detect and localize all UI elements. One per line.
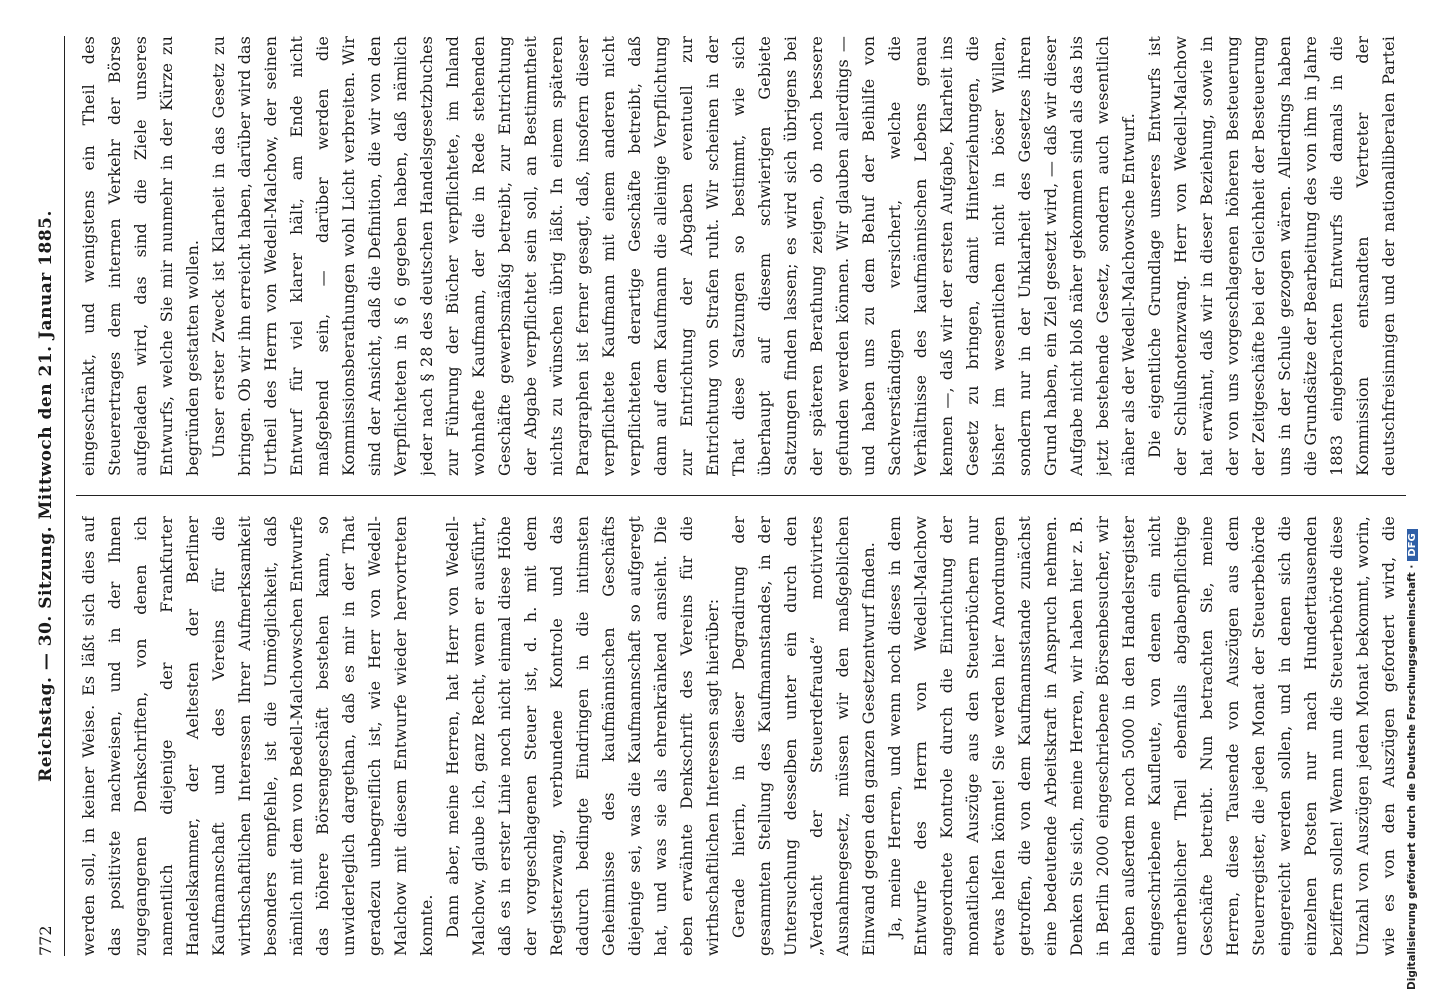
page-title: Reichstag. — 30. Sitzung. Mittwoch den 21. Januar 1885.	[36, 210, 56, 782]
paragraph: Die eigentliche Grundlage unseres Entwurfs ist der Schlußnotenzwang. Herr von Wedell-Malchow hat erwähnt, daß wir in dieser Beziehung, sowie in der von uns vorgeschlagenen höheren Besteuerung der Zeitgeschäfte bei der Gleichheit der Besteuerung uns in der Schule gezogen wären. Allerdings haben die Grundsätze der Bearbeitung des von ihm in Jahre 1883 eingebrachten Entwurfs die damals in die Kommission entsandten Vertreter der deutschfreisinnigen und der nationalliberalen Partei	[1145, 36, 1398, 476]
credit-label	[1406, 529, 1418, 990]
paragraph: Gerade hierin, in dieser Degradirung der gesammten Stellung des Kaufmannstandes, in der Untersuchung desselben unter ein durch den „Verdacht der Steuerdefraude“ motivirtes Ausnahmegesetz, müssen wir den maßgeblichen Einwand gegen den ganzen Gesetzentwurf finden.	[729, 516, 878, 956]
paragraph: eingeschränkt, und wenigstens ein Theil des Steuerertrages dem internen Verkehr der Börse aufgeladen wird, das sind die Ziele unseres Entwurfs, welche Sie mir nunmehr in der Kürze zu begründen gestatten wollen.	[79, 36, 202, 476]
column-divider	[76, 495, 1406, 496]
paragraph: werden soll, in keiner Weise. Es läßt sich dies auf das positivste nachweisen, und in der Ihnen zugegangenen Denkschriften, von denen ich namentlich diejenige der Frankfurter Handelskammer, der Aeltesten der Berliner Kaufmannschaft und des Vereins für die wirthschaftlichen Interessen Ihrer Aufmerksamkeit besonders empfehle, ist die Unmöglichkeit, daß nämlich mit dem von Bedell-Malchowschen Entwurfe das höhere Börsengeschäft bestehen kann, so unwiderleglich dargethan, daß es mir in der That geradezu unbegreiflich ist, wie Herr von Wedell-Malchow mit diesem Entwurfe wieder hervortreten konnte.	[79, 516, 436, 956]
paragraph: Dann aber, meine Herren, hat Herr von Wedell-Malchow, glaube ich, ganz Recht, wenn er ausführt, daß es in erster Linie noch nicht einmal diese Höhe der vorgeschlagenen Steuer ist, d. h. mit dem Registerzwang, verbundene Kontrole und das dadurch bedingte Eindringen in die intimsten Geheimnisse des kaufmännischen Geschäfts diejenige sei, was die Kaufmannschaft so aufgeregt hat, und was sie als ehrenkränkend ansieht. Die eben erwähnte Denkschrift des Vereins für die wirthschaftlichen Interessen sagt hierüber:	[443, 516, 722, 956]
rotated-page	[14, 16, 1424, 976]
credit-text: Digitalisierung gefördert durch die Deutsche Forschungsgemeinschaft ·	[1406, 564, 1418, 990]
digitization-credit	[1398, 0, 1432, 1000]
header-divider	[64, 36, 65, 956]
dfg-logo: DFG	[1407, 529, 1418, 560]
paragraph: Unser erster Zweck ist Klarheit in das Gesetz zu bringen. Ob wir ihn erreicht haben, darüber wird das Urtheil des Herrn von Wedell-Malchow, der seinen Entwurf für viel klarer hält, am Ende nicht maßgebend sein, — darüber werden die Kommissionsberathungen wohl Licht verbreiten. Wir sind der Ansicht, daß die Definition, die wir von den Verpflichteten in § 6 gegeben haben, daß nämlich jeder nach § 28 des deutschen Handelsgesetzbuches zur Führung der Bücher verpflichtete, im Inland wohnhafte Kaufmann, der die in Rede stehenden Geschäfte gewerbsmäßig betreibt, zur Entrichtung der Abgabe verpflichtet sein soll, an Bestimmtheit nichts zu wünschen übrig läßt. In einem späteren Paragraphen ist ferner gesagt, daß, insofern dieser verpflichtete Kaufmann mit einem anderen nicht verpflichteten derartige Geschäfte betreibt, daß dann auf dem Kaufmann die alleinige Verpflichtung zur Entrichtung der Abgaben eventuell zur Entrichtung von Strafen ruht. Wir scheinen in der That diese Satzungen so bestimmt, wie sich überhaupt auf diesem schwierigen Gebiete Satzungen finden lassen; es wird sich übrigens bei der späteren Berathung zeigen, ob noch bessere gefunden werden können. Wir glauben allerdings — und haben uns zu dem Behuf der Beihilfe von Sachverständigen versichert, welche die Verhältnisse des kaufmännischen Lebens genau kennen —, daß wir der ersten Aufgabe, Klarheit ins Gesetz zu bringen, damit Hinterziehungen, die bisher im wesentlichen nicht in böser Willen, sondern nur in der Unklarheit des Gesetzes ihren Grund haben, ein Ziel gesetzt wird, — daß wir dieser Aufgabe nicht bloß näher gekommen sind als das bis jetzt bestehende Gesetz, sondern auch wesentlich näher als der Wedell-Malchowsche Entwurf.	[209, 36, 1138, 476]
paragraph: Ja, meine Herren, und wenn noch dieses in dem Entwurfe des Herrn von Wedell-Malchow angeordnete Kontrole durch die Einrichtung der monatlichen Auszüge aus den Steuerbüchern nur etwas helfen könnte! Sie werden hier Anordnungen getroffen, die von dem Kaufmannsstande zunächst eine bedeutende Arbeitskraft in Anspruch nehmen. Denken Sie sich, meine Herren, wir haben hier z. B. in Berlin 2000 eingeschriebene Börsenbesucher, wir haben außerdem noch 5000 in den Handelsregister eingeschriebene Kaufleute, von denen ein nicht unerheblicher Theil ebenfalls abgabenpflichtige Geschäfte betreibt. Nun betrachten Sie, meine Herren, diese Tausende von Auszügen aus dem Steuerregister, die jeden Monat der Steuerbehörde eingereicht werden sollen, und in denen sich die einzelnen Posten nur nach Hunderttausenden beziffern sollen! Wenn nun die Steuerbehörde diese Unzahl von Auszügen jeden Monat bekommt, worin, wie es von den Auszügen gefordert wird, die	[885, 516, 1398, 956]
left-column	[76, 516, 1406, 956]
right-column	[76, 36, 1406, 476]
page-header	[28, 36, 64, 956]
page-number: 772	[36, 925, 55, 956]
